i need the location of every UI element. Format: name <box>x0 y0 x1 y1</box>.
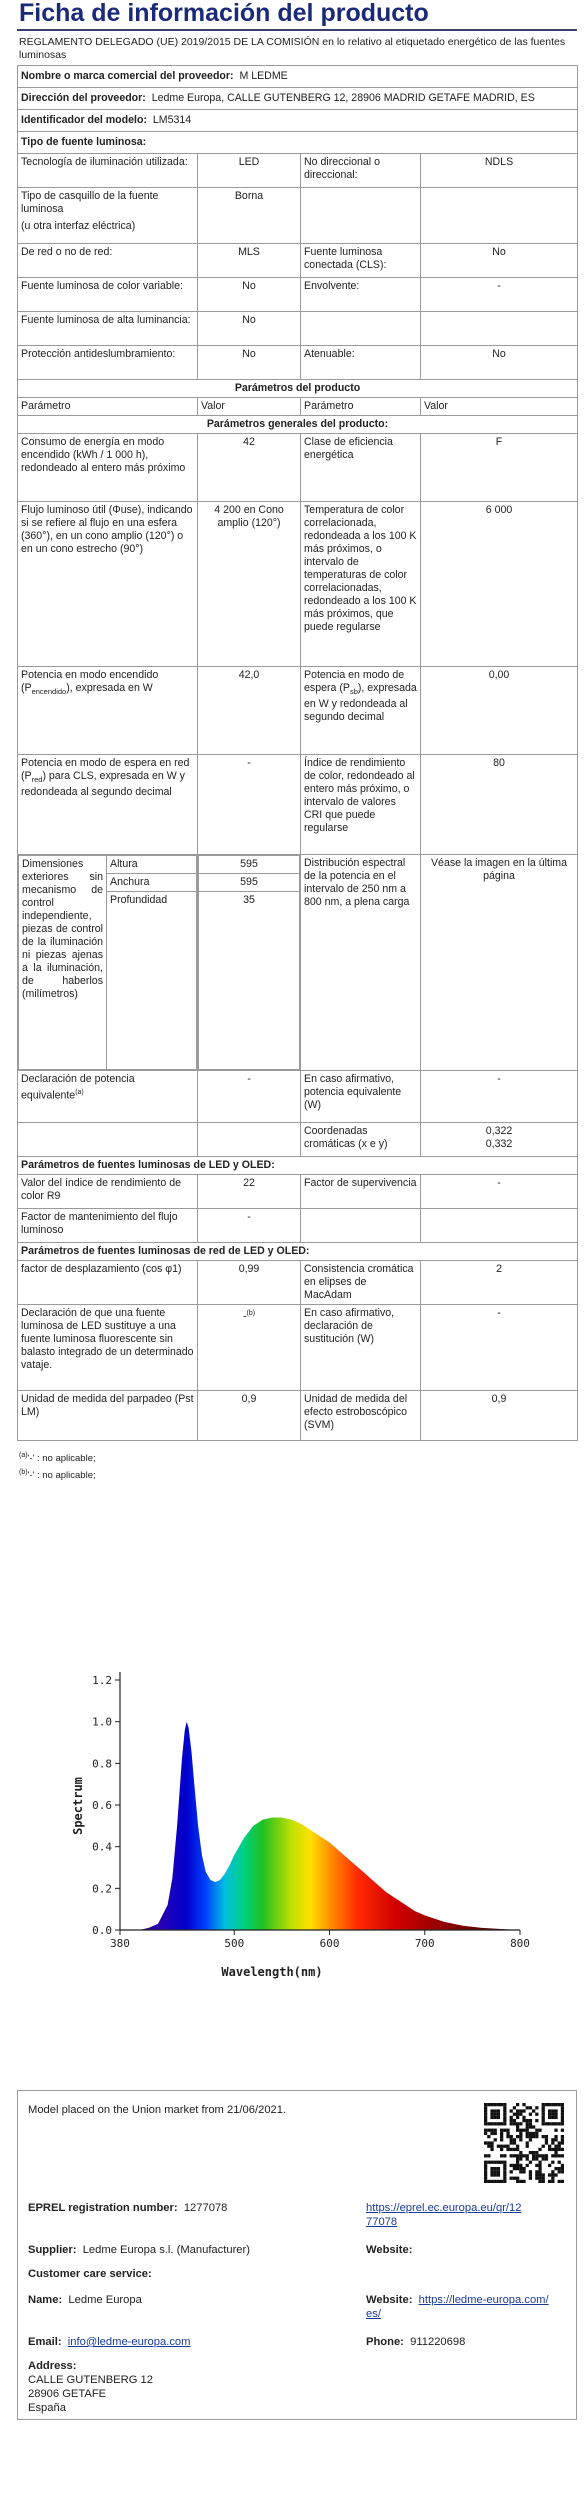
spectrum-area <box>120 1722 520 1930</box>
height-value: 595 <box>199 856 300 874</box>
dimensions-row: Dimensiones exteriores sin mecanismo de control independiente, piezas de control de la iluminación ni piezas ajenas a la iluminación, de haberlos (milímetros) Altura Anchura Profundidad 595 595 35 Distribución espectral de la potencia en el intervalo de 250 nm a 800 nm, a plena carga Véase la imagen en la última página <box>18 855 578 1071</box>
contact-email: Email: info@ledme-europa.com <box>28 2336 191 2348</box>
footnote-a: $^{(a)}$'-' : no aplicable; <box>19 1452 96 1465</box>
supplier-address-row: Dirección del proveedor: Ledme Europa, CALLE GUTENBERG 12, 28906 MADRID GETAFE MADRID, ES <box>18 88 578 110</box>
y-tick-label: 1.0 <box>92 1715 112 1729</box>
y-tick-label: 0.0 <box>92 1924 112 1937</box>
table-row: Coordenadas cromáticas (x e y) 0,322 0,332 <box>18 1123 578 1157</box>
y-tick-label: 0.8 <box>92 1757 112 1771</box>
eprel-number: EPREL registration number: 1277078 <box>28 2202 228 2214</box>
height-label: Altura <box>107 856 197 874</box>
table-row: Declaración de potencia equivalente$^{(a)}$ - En caso afirmativo, potencia equivalente (W) - <box>18 1071 578 1123</box>
light-source-type-heading: Tipo de fuente luminosa: <box>18 132 578 154</box>
contact-phone: Phone: 911220698 <box>366 2336 466 2348</box>
general-params-heading: Parámetros generales del producto: <box>18 416 578 434</box>
spectrum-chart <box>40 1658 540 1988</box>
contact-address: Address: CALLE GUTENBERG 12 28906 GETAFE España <box>28 2360 153 2414</box>
regulation-subtitle: REGLAMENTO DELEGADO (UE) 2019/2015 DE LA COMISIÓN en lo relativo al etiquetado energético de las fuentes luminosas <box>19 36 566 61</box>
table-row: Flujo luminoso útil (Φuse), indicando si se refiere al flujo en una esfera (360°), en un cono amplio (120°) o en un cono estrecho (90°) 4 200 en Cono amplio (120°) Temperatura de color correlacionada, redondeada a los 100 K más próximos, o intervalo de temperaturas de color correlacionadas, redondeado a los 100 K más próximos, que puede regularse 6 000 <box>18 502 578 667</box>
x-tick-label: 800 <box>510 1937 530 1950</box>
depth-value: 35 <box>199 892 300 1070</box>
supplier-name-row: Nombre o marca comercial del proveedor: M LEDME <box>18 66 578 88</box>
contact-website: Website: https://ledme-europa.com/ es/ <box>366 2294 549 2320</box>
table-row: Potencia en modo de espera en red $(P_{red})$ para CLS, expresada en W y redondeada al segundo decimal - Índice de rendimiento de color, redondeado al entero más próximo, o intervalo de valores CRI que puede regularse 80 <box>18 755 578 855</box>
x-axis-label: Wavelength(nm) <box>221 1965 323 1979</box>
footnotes <box>17 1441 577 1483</box>
table-row: Consumo de energía en modo encendido (kWh / 1 000 h), redondeado al entero más próximo 42 Clase de eficiencia energética F <box>18 434 578 502</box>
x-tick-label: 380 <box>110 1937 130 1950</box>
eprel-link[interactable]: https://eprel.ec.europa.eu/qr/12 77078 <box>366 2202 522 2228</box>
product-params-heading: Parámetros del producto <box>18 380 578 398</box>
x-tick-label: 600 <box>319 1937 340 1950</box>
table-row: Valor del índice de rendimiento de color R9 22 Factor de supervivencia - <box>18 1175 578 1209</box>
led-params-heading: Parámetros de fuentes luminosas de LED y OLED: <box>18 1157 578 1175</box>
eprel-info-card <box>17 2090 577 2420</box>
table-row: factor de desplazamiento (cos φ1) 0,99 Consistencia cromática en elipses de MacAdam 2 <box>18 1261 578 1305</box>
qr-code-icon[interactable] <box>484 2103 564 2183</box>
footnote-b: $^{(b)}$'-' : no aplicable; <box>19 1469 96 1482</box>
mains-led-params-heading: Parámetros de fuentes luminosas de red de LED y OLED: <box>18 1243 578 1261</box>
x-tick-label: 700 <box>414 1937 435 1950</box>
plot-area <box>120 1722 520 1930</box>
customer-care-heading: Customer care service: <box>28 2268 152 2280</box>
y-tick-label: 0.6 <box>92 1799 112 1812</box>
table-row: De red o no de red: MLS Fuente luminosa conectada (CLS): No <box>18 244 578 278</box>
dimensions-label: Dimensiones exteriores sin mecanismo de control independiente, piezas de control de la iluminación ni piezas ajenas a la iluminación, de haberlos (milímetros) <box>19 856 107 1070</box>
y-tick-label: 1.2 <box>92 1674 112 1687</box>
table-row: Declaración de que una fuente luminosa de LED sustituye a una fuente luminosa fluorescente sin balasto integrado de un determinado vataje. -$^{(b)}$ En caso afirmativo, declaración de sustitución (W) - <box>18 1305 578 1391</box>
supplier-info: Supplier: Ledme Europa s.l. (Manufacturer) <box>28 2244 250 2256</box>
table-row: Protección antideslumbramiento: No Atenuable: No <box>18 346 578 380</box>
spectrum-chart-svg <box>40 1658 540 1988</box>
market-date-text: Model placed on the Union market from 21/06/2021. <box>28 2104 287 2116</box>
product-sheet-table <box>17 65 578 1441</box>
table-row: Tipo de casquillo de la fuente luminosa (u otra interfaz eléctrica) Borna <box>18 188 578 244</box>
page-title: Ficha de información del producto <box>19 0 429 27</box>
column-header-row: Parámetro Valor Parámetro Valor <box>18 398 578 416</box>
website-label: Website: <box>366 2244 413 2256</box>
depth-label: Profundidad <box>107 892 197 1070</box>
table-row: Fuente luminosa de color variable: No Envolvente: - <box>18 278 578 312</box>
model-identifier-row: Identificador del modelo: LM5314 <box>18 110 578 132</box>
y-tick-label: 0.2 <box>92 1882 112 1896</box>
y-tick-label: 0.4 <box>92 1840 112 1854</box>
x-tick-label: 500 <box>224 1937 245 1950</box>
table-row: Tecnología de iluminación utilizada: LED No direccional o direccional: NDLS <box>18 154 578 188</box>
contact-name: Name: Ledme Europa <box>28 2294 142 2306</box>
table-row: Factor de mantenimiento del flujo luminoso - <box>18 1209 578 1243</box>
width-label: Anchura <box>107 874 197 892</box>
product-information-sheet <box>17 0 577 1483</box>
width-value: 595 <box>199 874 300 892</box>
y-axis-label: Spectrum <box>71 1777 85 1835</box>
table-row: Unidad de medida del parpadeo (Pst LM) 0,9 Unidad de medida del efecto estroboscópico (SVM) 0,9 <box>18 1391 578 1441</box>
table-row: Potencia en modo encendido $(P_{encendido})$, expresada en W 42,0 Potencia en modo de espera $(P_{sb})$, expresada en W y redondeada al segundo decimal 0,00 <box>18 667 578 755</box>
table-row: Fuente luminosa de alta luminancia: No <box>18 312 578 346</box>
